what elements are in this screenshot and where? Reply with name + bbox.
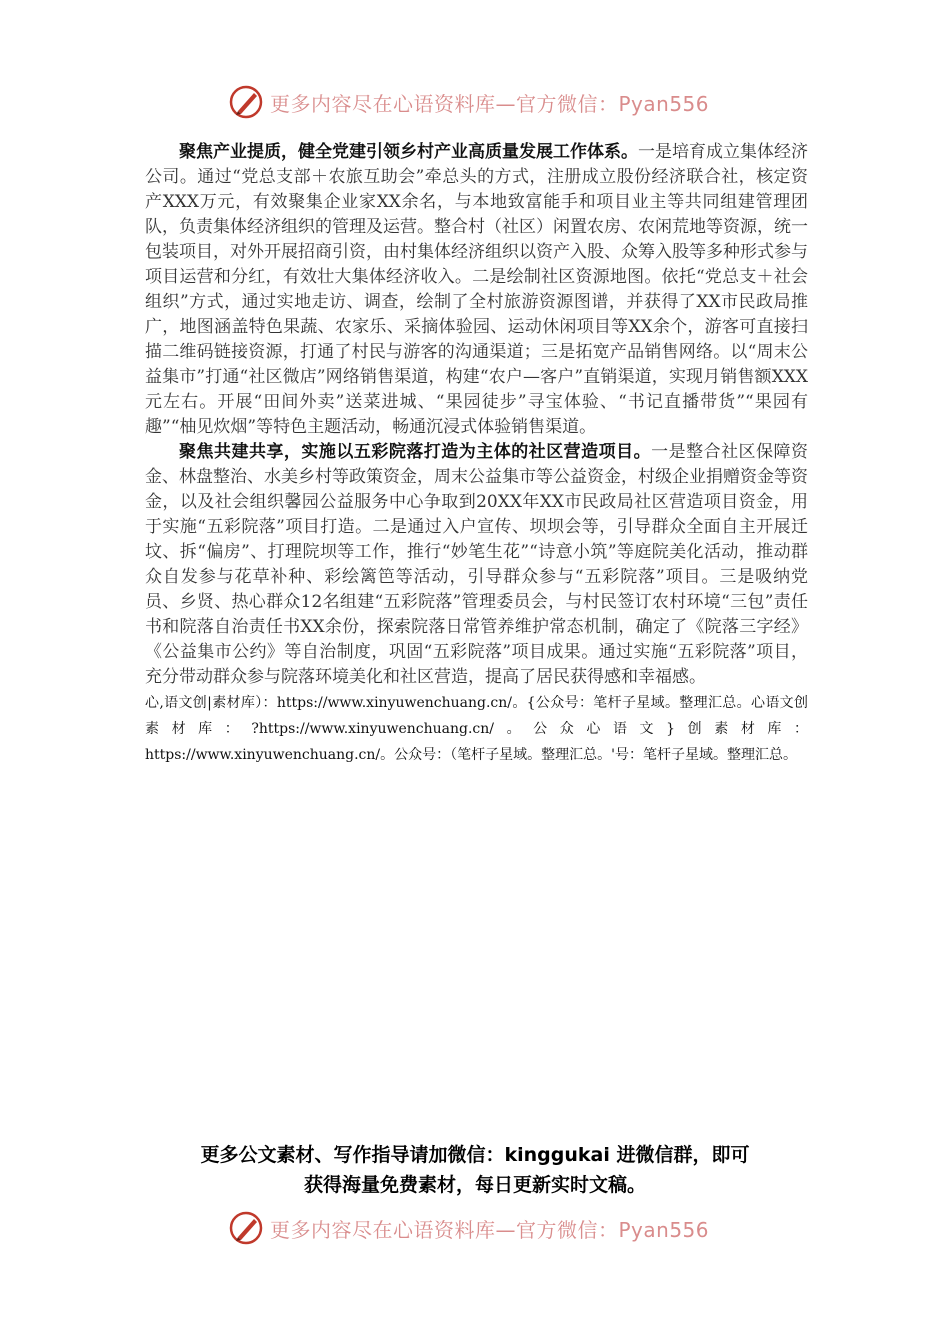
header-banner — [228, 82, 728, 122]
document-body — [145, 140, 808, 768]
footer-promo — [140, 1140, 810, 1200]
paragraph-text: 一是整合社区保障资金、林盘整治、水美乡村等政策资金，周末公益集市等公益资金，村级企业捐赠资金等资金，以及社会组织馨园公益服务中心争取到20XX年XX市民政局社区营造项目资金，用于实施“五彩院落”项目打造。二是通过入户宣传、坝坝会等，引导群众全面自主开展迁坟、拆“偏房”、打理院坝等工作，推行“妙笔生花”“诗意小筑”等庭院美化活动，推动群众自发参与花草补种、彩绘篱笆等活动，引导群众参与“五彩院落”项目。三是吸纳党员、乡贤、热心群众12名组建“五彩院落”管理委员会，与村民签订农村环境“三包”责任书和院落自治责任书XX余份，探索院落日常管养维护常态机制，确定了《院落三字经》《公益集市公约》等自治制度，巩固“五彩院落”项目成果。通过实施“五彩院落”项目，充分带动群众参与院落环境美化和社区营造，提高了居民获得感和幸福感。 — [145, 442, 809, 687]
footer-promo-line: 更多公文素材、写作指导请加微信：kinggukai 进微信群，即可 — [200, 1144, 750, 1166]
paragraph-text: 一是培育成立集体经济公司。通过“党总支部＋农旅互助会”牵总头的方式，注册成立股份经济联合社，核定资产XXX万元，有效聚集企业家XX余名，与本地致富能手和项目业主等共同组建管理团队，负责集体经济组织的管理及运营。整合村（社区）闲置农房、农闲荒地等资源，统一包装项目，对外开展招商引资，由村集体经济组织以资产入股、众筹入股等多种形式参与项目运营和分红，有效壮大集体经济收入。二是绘制社区资源地图。依托“党总支＋社会组织”方式，通过实地走访、调查，绘制了全村旅游资源图谱，并获得了XX市民政局推广，地图涵盖特色果蔬、农家乐、采摘体验园、运动休闲项目等XX余个，游客可直接扫描二维码链接资源，打通了村民与游客的沟通渠道；三是拓宽产品销售网络。以“周末公益集市”打通“社区微店”网络销售渠道，构建“农户—客户”直销渠道，实现月销售额XXX元左右。开展“田间外卖”送菜进城、“果园徒步”寻宝体验、“书记直播带货”“果园有趣”“柚见炊烟”等特色主题活动，畅通沉浸式体验销售渠道。 — [145, 142, 808, 437]
source-notes: 心,语文创|素材库）：https://www.xinyuwenchuang.cn/。{公众号：笔杆子星域。整理汇总。心语文创素材库：?https://www.xinyuwenchuang.cn/。公众心语文}创素材库：https://www.xinyuwenchuang.cn/。公众号：（笔杆子星域。整理汇总。'号：笔杆子星域。整理汇总。 — [145, 695, 808, 763]
footer-banner — [228, 1208, 728, 1248]
footer-banner-text: 更多内容尽在心语资料库—官方微信：Pyan556 — [270, 1217, 710, 1242]
paragraph-community — [145, 440, 808, 690]
pen-logo-icon — [228, 1210, 264, 1246]
paragraph-heading: 聚焦共建共享，实施以五彩院落打造为主体的社区营造项目。 — [179, 442, 652, 462]
paragraph-industry — [145, 140, 808, 440]
header-banner-text: 更多内容尽在心语资料库—官方微信：Pyan556 — [270, 91, 710, 116]
footer-promo-line: 获得海量免费素材，每日更新实时文稿。 — [303, 1174, 646, 1196]
paragraph-heading: 聚焦产业提质，健全党建引领乡村产业高质量发展工作体系。 — [179, 142, 638, 162]
pen-logo-icon — [228, 84, 264, 120]
